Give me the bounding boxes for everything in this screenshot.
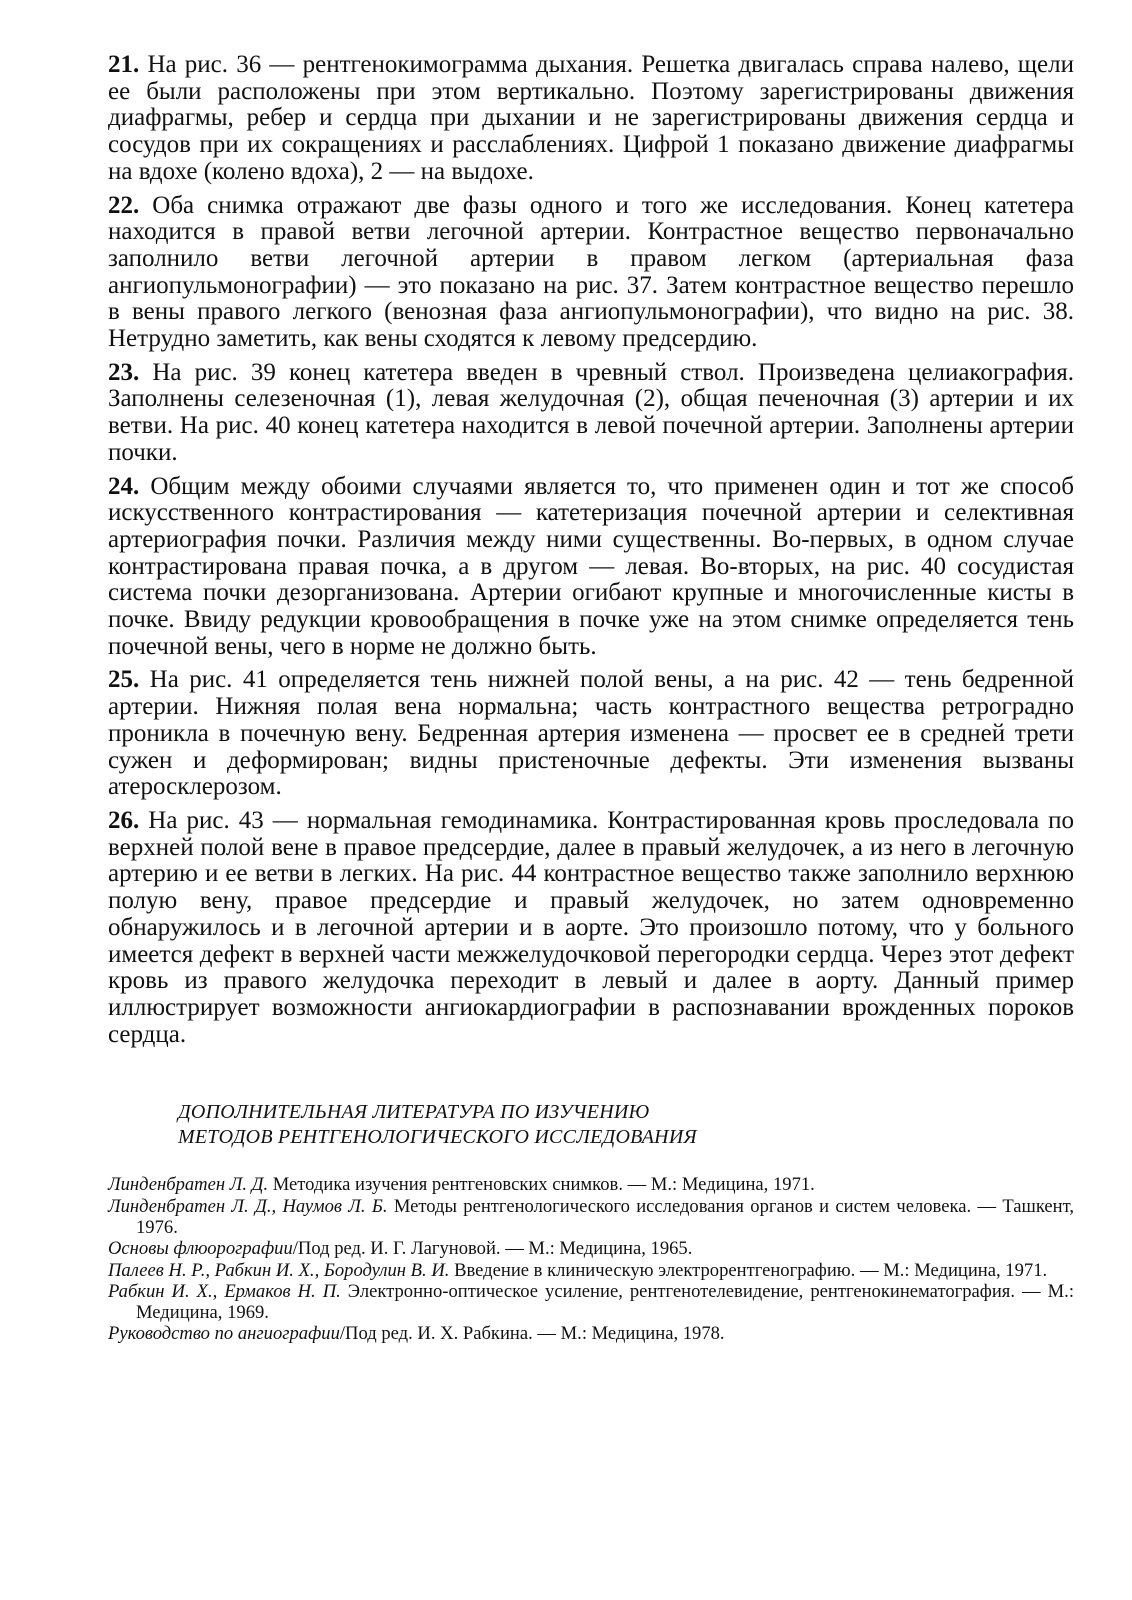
paragraph-number: 24. [108, 472, 140, 500]
reference-item [108, 1238, 1074, 1259]
reference-text: /Под ред. И. Х. Рабкина. — М.: Медицина, 1978. [339, 1323, 725, 1345]
paragraph-text: Оба снимка отражают две фазы одного и того же исследования. Конец катетера находится в правой ветви легочной артерии. Контрастное вещество первоначально заполнило ветви легочной артерии в правом легком (артериальная фаза ангиопульмонографии) — это показано на рис. 37. Затем контрастное вещество перешло в вены правого легкого (венозная фаза ангиопульмонографии), что видно на рис. 38. Нетрудно заметить, как вены сходятся к левому предсердию. [108, 191, 1074, 353]
reference-item [108, 1323, 1074, 1344]
paragraph-text: На рис. 39 конец катетера введен в чревный ствол. Произведена целиакография. Заполнены селезеночная (1), левая желудочная (2), общая печеночная (3) артерии и их ветви. На рис. 40 конец катетера находится в левой почечной артерии. Заполнены артерии почки. [108, 358, 1074, 466]
reference-author: Рабкин И. Х., Ермаков Н. П. [108, 1280, 341, 1302]
section-title-line: МЕТОДОВ РЕНТГЕНОЛОГИЧЕСКОГО ИССЛЕДОВАНИЯ [178, 1126, 697, 1149]
reference-author: Палеев Н. Р., Рабкин И. Х., Бородулин В. И. [108, 1259, 450, 1281]
paragraph-26 [108, 808, 1074, 1048]
reference-text: Введение в клиническую электрорентгенографию. — М.: Медицина, 1971. [449, 1259, 1048, 1281]
reference-author: Основы флюорографии [108, 1238, 293, 1260]
reference-text: /Под ред. И. Г. Лагуновой. — М.: Медицина, 1965. [292, 1238, 693, 1260]
reference-item [108, 1260, 1074, 1281]
reference-author: Линденбратен Л. Д. [108, 1174, 269, 1196]
paragraph-number: 26. [108, 806, 140, 834]
reference-item [108, 1174, 1074, 1195]
reference-text: Методы рентгенологического исследования органов и систем человека. — Ташкент, 1976. [136, 1195, 1075, 1238]
reference-item [108, 1196, 1074, 1239]
reference-text: Электронно-оптическое усиление, рентгенотелевидение, рентгенокинематография. — М.: Медицина, 1969. [136, 1280, 1074, 1324]
paragraph-text: На рис. 41 определяется тень нижней полой вены, а на рис. 42 — тень бедренной артерии. Нижняя полая вена нормальна; часть контрастного вещества ретроградно проникла в почечную вену. Бедренная артерия изменена — просвет ее в средней трети сужен и деформирован; видны пристеночные дефекты. Эти изменения вызваны атеросклерозом. [108, 666, 1074, 801]
paragraph-text: На рис. 43 — нормальная гемодинамика. Контрастированная кровь проследовала по верхней полой вене в правое предсердие, далее в правый желудочек, а из него в легочную артерию и ее ветви в легких. На рис. 44 контрастное вещество также заполнило верхнюю полую вену, правое предсердие и правый желудочек, но затем одновременно обнаружилось и в легочной артерии и в аорте. Это произошло потому, что у больного имеется дефект в верхней части межжелудочковой перегородки сердца. Через этот дефект кровь из правого желудочка переходит в левый и далее в аорту. Данный пример иллюстрирует возможности ангиокардиографии в распознавании врожденных пороков сердца. [108, 806, 1074, 1048]
paragraph-21 [108, 52, 1074, 186]
section-title-line: ДОПОЛНИТЕЛЬНАЯ ЛИТЕРАТУРА ПО ИЗУЧЕНИЮ [178, 1101, 650, 1124]
paragraph-text: Общим между обоими случаями является то, что применен один и тот же способ искусственного контрастирования — катетеризация почечной артерии и селективная артериография почки. Различия между ними существенны. Во-первых, в одном случае контрастирована правая почка, а в другом — левая. Во-вторых, на рис. 40 сосудистая система почки дезорганизована. Артерии огибают крупные и многочисленные кисты в почке. Ввиду редукции кровообращения в почке уже на этом снимке определяется тень почечной вены, чего в норме не должно быть. [108, 472, 1074, 660]
section-title [178, 1100, 1074, 1150]
paragraph-number: 21. [108, 51, 140, 78]
paragraph-number: 22. [108, 191, 140, 219]
paragraph-22 [108, 193, 1074, 353]
reference-item [108, 1281, 1074, 1324]
paragraph-25 [108, 667, 1074, 801]
reference-text: Методика изучения рентгеновских снимков. — М.: Медицина, 1971. [268, 1174, 815, 1196]
paragraph-23 [108, 360, 1074, 467]
reference-author: Руководство по ангиографии [108, 1323, 340, 1345]
paragraph-text: На рис. 36 — рентгенокимограмма дыхания. Решетка двигалась справа налево, щели ее были расположены при этом вертикально. Поэтому зарегистрированы движения диафрагмы, ребер и сердца при дыхании и не зарегистрированы движения сердца и сосудов при их сокращениях и расслаблениях. Цифрой 1 показано движение диафрагмы на вдохе (колено вдоха), 2 — на выдохе. [108, 51, 1074, 185]
reference-author: Линденбратен Л. Д., Наумов Л. Б. [108, 1195, 388, 1217]
page-content [108, 52, 1074, 1345]
paragraph-number: 25. [108, 666, 140, 694]
paragraph-number: 23. [108, 358, 140, 386]
reference-list [108, 1174, 1074, 1344]
paragraph-24 [108, 474, 1074, 661]
